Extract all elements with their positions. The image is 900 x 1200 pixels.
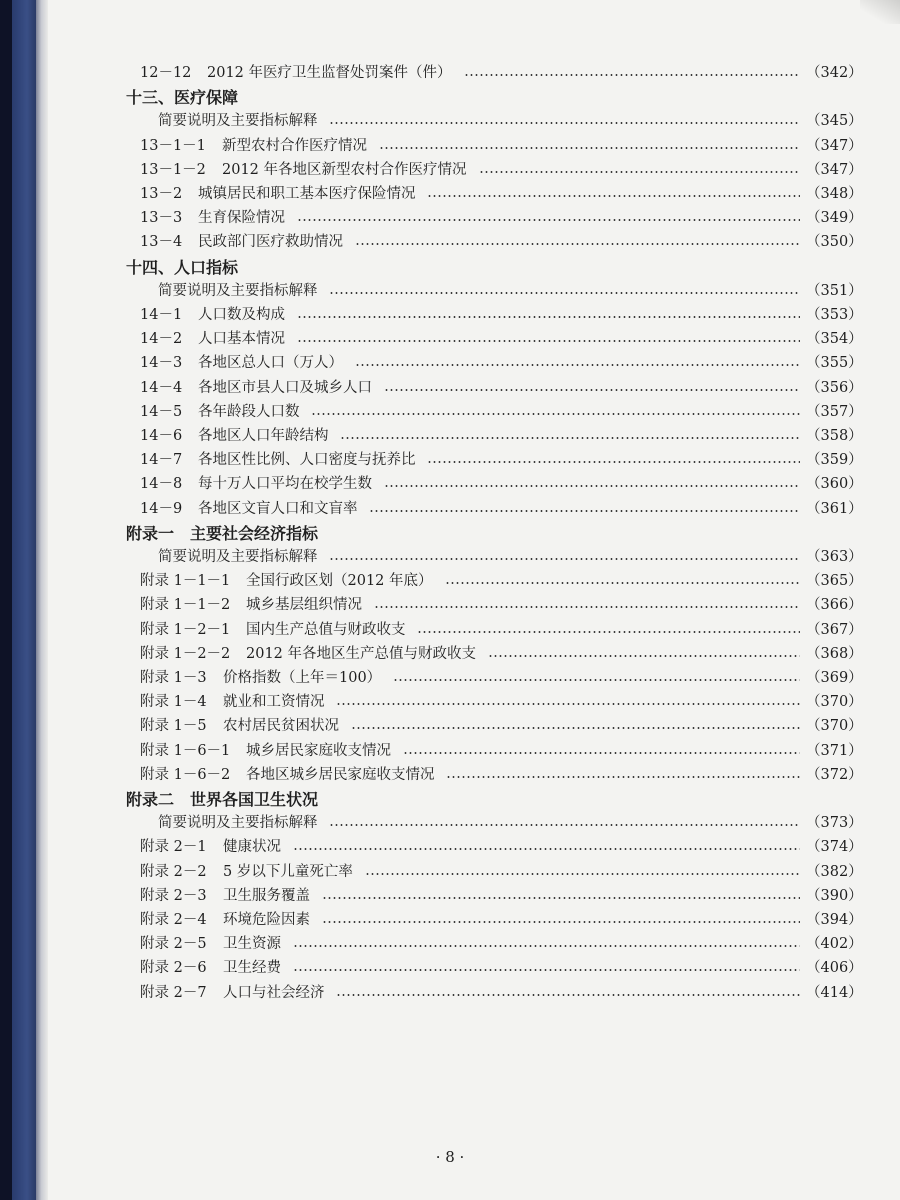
toc-entry-page: （414） xyxy=(806,985,863,1001)
toc-entry-number: 14－2 xyxy=(140,331,183,347)
toc-entry[interactable] xyxy=(0,159,900,181)
toc-entry-number: 附录 2－3 xyxy=(140,888,207,904)
toc-entry-title: 2012 年医疗卫生监督处罚案件（件） xyxy=(207,65,452,81)
toc-entry-page: （372） xyxy=(806,767,863,783)
toc-entry-title: 健康状况 xyxy=(223,839,281,855)
dot-leader xyxy=(384,485,800,487)
toc-entry-number: 13－1－1 xyxy=(140,138,206,154)
toc-entry[interactable] xyxy=(0,546,900,568)
toc-entry-page: （351） xyxy=(806,283,863,299)
dot-leader xyxy=(445,582,800,584)
toc-entry[interactable] xyxy=(0,740,900,762)
toc-entry[interactable] xyxy=(0,667,900,689)
toc-entry[interactable] xyxy=(0,836,900,858)
toc-entry-number: 附录 2－4 xyxy=(140,912,207,928)
toc-entry-page: （359） xyxy=(806,452,863,468)
toc-entry-title: 城镇居民和职工基本医疗保险情况 xyxy=(198,186,416,202)
toc-entry-page: （348） xyxy=(806,186,863,202)
toc-entry-number: 附录 1－3 xyxy=(140,670,207,686)
toc-entry-number: 13－3 xyxy=(140,210,183,226)
toc-entry[interactable] xyxy=(0,425,900,447)
toc-entry[interactable] xyxy=(0,207,900,229)
dot-leader xyxy=(329,122,800,124)
toc-entry-title: 各地区市县人口及城乡人口 xyxy=(198,380,372,396)
toc-entry[interactable] xyxy=(0,594,900,616)
toc-entry-title: 卫生经费 xyxy=(223,960,281,976)
toc-entry-page: （374） xyxy=(806,839,863,855)
toc-entry-number: 附录 2－2 xyxy=(140,864,207,880)
toc-entry[interactable] xyxy=(0,377,900,399)
dot-leader xyxy=(446,776,800,778)
toc-entry-number: 附录 2－5 xyxy=(140,936,207,952)
toc-entry-page: （370） xyxy=(806,694,863,710)
toc-entry-number: 附录 1－5 xyxy=(140,718,207,734)
toc-entry[interactable] xyxy=(0,982,900,1004)
toc-entry-page: （355） xyxy=(806,355,863,371)
dot-leader xyxy=(379,147,800,149)
toc-entry-page: （361） xyxy=(806,501,863,517)
dot-leader xyxy=(322,921,800,923)
toc-entry-page: （363） xyxy=(806,549,863,565)
toc-entry[interactable] xyxy=(0,135,900,157)
dot-leader xyxy=(355,364,800,366)
section-heading: 十四、人口指标 xyxy=(126,258,239,277)
toc-entry[interactable] xyxy=(0,62,900,84)
page-number: · 8 · xyxy=(435,1148,465,1166)
toc-entry[interactable] xyxy=(0,352,900,374)
toc-entry-title: 每十万人口平均在校学生数 xyxy=(198,476,372,492)
toc-entry-page: （356） xyxy=(806,380,863,396)
toc-entry[interactable] xyxy=(0,764,900,786)
toc-entry-title: 价格指数（上年＝100） xyxy=(223,670,382,686)
toc-entry-page: （367） xyxy=(806,622,863,638)
toc-entry[interactable] xyxy=(0,498,900,520)
toc-entry[interactable] xyxy=(0,715,900,737)
toc-entry-number: 附录 1－2－1 xyxy=(140,622,231,638)
section-heading: 附录二 世界各国卫生状况 xyxy=(126,790,319,809)
toc-entry-title: 简要说明及主要指标解释 xyxy=(158,113,318,129)
toc-entry-number: 附录 2－1 xyxy=(140,839,207,855)
toc-entry-title: 民政部门医疗救助情况 xyxy=(198,234,343,250)
toc-entry-page: （360） xyxy=(806,476,863,492)
toc-entry-title: 2012 年各地区生产总值与财政收支 xyxy=(246,646,477,662)
toc-entry-number: 14－6 xyxy=(140,428,183,444)
toc-entry-page: （342） xyxy=(806,65,863,81)
toc-entry-number: 附录 1－1－1 xyxy=(140,573,231,589)
dot-leader xyxy=(293,969,800,971)
toc-entry[interactable] xyxy=(0,401,900,423)
dot-leader xyxy=(311,413,800,415)
toc-entry-number: 附录 1－1－2 xyxy=(140,597,231,613)
toc-entry[interactable] xyxy=(0,957,900,979)
section-heading: 十三、医疗保障 xyxy=(126,88,239,107)
toc-entry-title: 就业和工资情况 xyxy=(223,694,325,710)
toc-entry-page: （345） xyxy=(806,113,863,129)
toc-entry[interactable] xyxy=(0,183,900,205)
toc-entry-page: （349） xyxy=(806,210,863,226)
toc-entry-page: （406） xyxy=(806,960,863,976)
toc-entry-page: （358） xyxy=(806,428,863,444)
toc-entry-title: 城乡基层组织情况 xyxy=(246,597,362,613)
toc-entry-page: （347） xyxy=(806,138,863,154)
toc-entry-page: （390） xyxy=(806,888,863,904)
dot-leader xyxy=(351,727,800,729)
toc-entry-title: 各地区总人口（万人） xyxy=(198,355,343,371)
toc-entry-title: 生育保险情况 xyxy=(198,210,285,226)
dot-leader xyxy=(293,945,800,947)
toc-entry-number: 12－12 xyxy=(140,65,192,81)
toc-entry[interactable] xyxy=(0,110,900,132)
toc-entry[interactable] xyxy=(0,933,900,955)
toc-entry[interactable] xyxy=(0,280,900,302)
toc-entry-number: 13－4 xyxy=(140,234,183,250)
toc-entry-page: （368） xyxy=(806,646,863,662)
toc-entry[interactable] xyxy=(0,909,900,931)
toc-entry-number: 14－7 xyxy=(140,452,183,468)
dot-leader xyxy=(293,848,800,850)
toc-entry[interactable] xyxy=(0,812,900,834)
toc-entry-number: 附录 2－6 xyxy=(140,960,207,976)
dot-leader xyxy=(355,243,800,245)
toc-entry[interactable] xyxy=(0,473,900,495)
toc-entry-number: 14－3 xyxy=(140,355,183,371)
toc-entry-number: 附录 1－6－1 xyxy=(140,743,231,759)
toc-entry-title: 简要说明及主要指标解释 xyxy=(158,549,318,565)
toc-entry-page: （373） xyxy=(806,815,863,831)
toc-entry-title: 全国行政区划（2012 年底） xyxy=(246,573,433,589)
toc-entry-page: （366） xyxy=(806,597,863,613)
toc-entry-title: 各地区性比例、人口密度与抚养比 xyxy=(198,452,416,468)
toc-entry-number: 13－2 xyxy=(140,186,183,202)
toc-entry-title: 5 岁以下儿童死亡率 xyxy=(223,864,353,880)
dot-leader xyxy=(427,461,800,463)
toc-entry[interactable] xyxy=(0,643,900,665)
toc-entry-title: 各地区人口年龄结构 xyxy=(198,428,329,444)
toc-entry-page: （370） xyxy=(806,718,863,734)
toc-entry-title: 人口数及构成 xyxy=(198,307,285,323)
section-heading: 附录一 主要社会经济指标 xyxy=(126,524,319,543)
dot-leader xyxy=(297,219,800,221)
dot-leader xyxy=(297,340,800,342)
dot-leader xyxy=(340,437,800,439)
toc-entry-number: 附录 2－7 xyxy=(140,985,207,1001)
dot-leader xyxy=(393,679,800,681)
toc-entry[interactable] xyxy=(0,304,900,326)
toc-entry-title: 2012 年各地区新型农村合作医疗情况 xyxy=(222,162,467,178)
toc-entry[interactable] xyxy=(0,449,900,471)
toc-entry-number: 附录 1－4 xyxy=(140,694,207,710)
toc-entry-page: （402） xyxy=(806,936,863,952)
toc-entry[interactable] xyxy=(0,328,900,350)
dot-leader xyxy=(329,558,800,560)
toc-entry-number: 附录 1－6－2 xyxy=(140,767,231,783)
toc-entry[interactable] xyxy=(0,231,900,253)
toc-entry-title: 简要说明及主要指标解释 xyxy=(158,283,318,299)
dot-leader xyxy=(427,195,800,197)
toc-entry-title: 卫生服务覆盖 xyxy=(223,888,310,904)
toc-entry-page: （371） xyxy=(806,743,863,759)
dot-leader xyxy=(374,606,800,608)
toc-entry-title: 农村居民贫困状况 xyxy=(223,718,339,734)
toc-entry-page: （357） xyxy=(806,404,863,420)
toc-entry-title: 新型农村合作医疗情况 xyxy=(222,138,367,154)
toc-entry-title: 人口与社会经济 xyxy=(223,985,325,1001)
toc-entry-title: 各年龄段人口数 xyxy=(198,404,300,420)
toc-entry-title: 各地区城乡居民家庭收支情况 xyxy=(246,767,435,783)
toc-entry-number: 14－9 xyxy=(140,501,183,517)
dot-leader xyxy=(336,994,800,996)
toc-entry-page: （350） xyxy=(806,234,863,250)
toc-entry-title: 各地区文盲人口和文盲率 xyxy=(198,501,358,517)
toc-entry[interactable] xyxy=(0,861,900,883)
toc-entry[interactable] xyxy=(0,619,900,641)
dot-leader xyxy=(365,873,800,875)
dot-leader xyxy=(479,171,800,173)
dot-leader xyxy=(336,703,800,705)
toc-entry-page: （354） xyxy=(806,331,863,347)
toc-entry-page: （382） xyxy=(806,864,863,880)
toc-entry[interactable] xyxy=(0,691,900,713)
dot-leader xyxy=(297,316,800,318)
toc-entry-title: 环境危险因素 xyxy=(223,912,310,928)
toc-entry-number: 14－4 xyxy=(140,380,183,396)
dot-leader xyxy=(417,631,800,633)
toc-entry-number: 14－8 xyxy=(140,476,183,492)
toc-entry-page: （347） xyxy=(806,162,863,178)
toc-entry-title: 城乡居民家庭收支情况 xyxy=(246,743,391,759)
dot-leader xyxy=(403,752,800,754)
dot-leader xyxy=(369,510,800,512)
toc-entry-page: （394） xyxy=(806,912,863,928)
toc-entry-number: 13－1－2 xyxy=(140,162,206,178)
toc-entry-number: 14－5 xyxy=(140,404,183,420)
toc-entry[interactable] xyxy=(0,885,900,907)
dot-leader xyxy=(384,389,800,391)
dot-leader xyxy=(488,655,800,657)
toc-entry-title: 国内生产总值与财政收支 xyxy=(246,622,406,638)
toc-entry[interactable] xyxy=(0,570,900,592)
toc-entry-page: （365） xyxy=(806,573,863,589)
toc-entry-number: 附录 1－2－2 xyxy=(140,646,231,662)
toc-entry-page: （369） xyxy=(806,670,863,686)
toc-entry-number: 14－1 xyxy=(140,307,183,323)
dot-leader xyxy=(329,292,800,294)
toc-entry-page: （353） xyxy=(806,307,863,323)
dot-leader xyxy=(322,897,800,899)
toc-entry-title: 人口基本情况 xyxy=(198,331,285,347)
toc-entry-title: 简要说明及主要指标解释 xyxy=(158,815,318,831)
toc-entry-title: 卫生资源 xyxy=(223,936,281,952)
dot-leader xyxy=(329,824,800,826)
dot-leader xyxy=(464,74,800,76)
